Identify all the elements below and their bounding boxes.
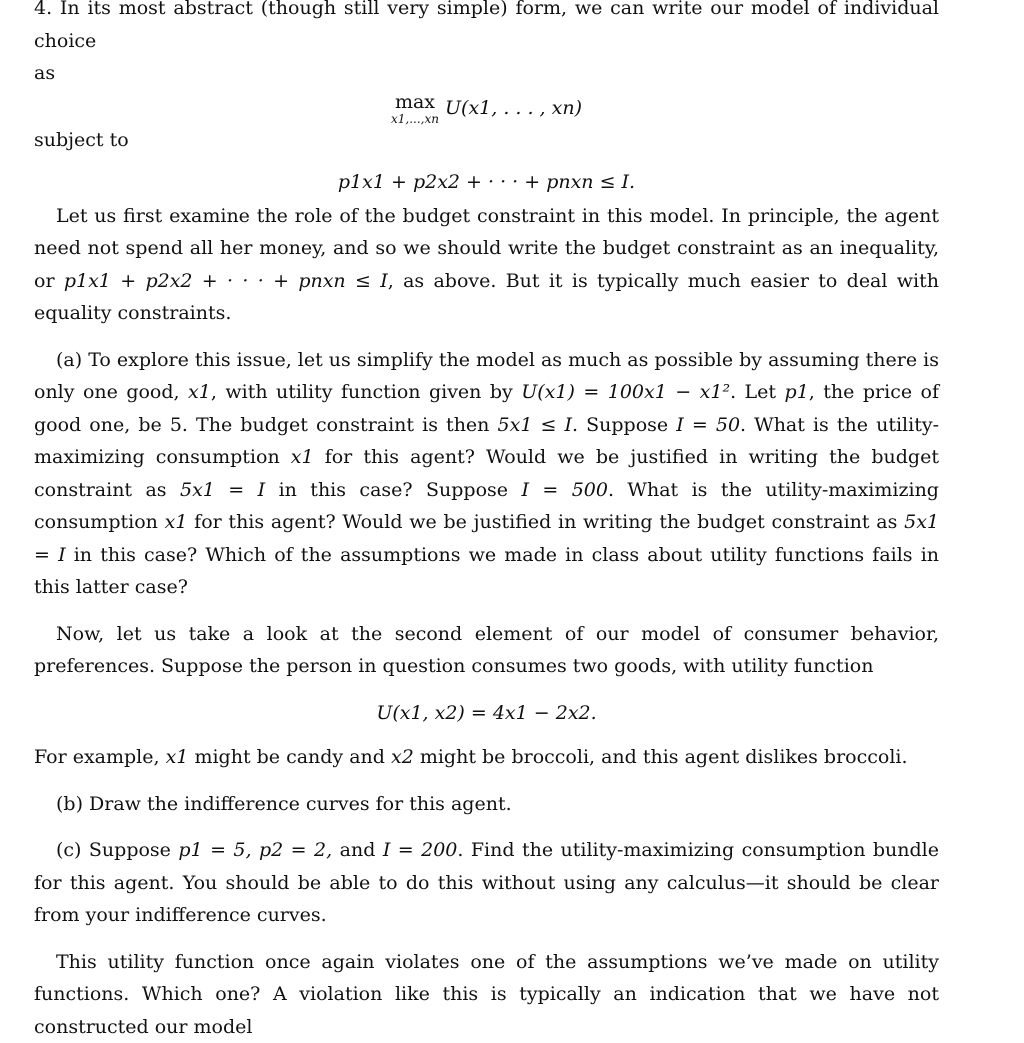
text: for this agent? Would we be justified in writing the budget constraint as [194, 511, 897, 533]
math: x1 [165, 511, 188, 533]
preferences-paragraph [34, 618, 939, 683]
text: might be candy and [194, 746, 384, 768]
max-operator [391, 92, 439, 126]
text: (c) Suppose [56, 839, 171, 861]
max-function: U(x1, . . . , xn) [445, 97, 582, 119]
math: p1 = 5, p2 = 2, [178, 839, 332, 861]
intro-as: as [34, 62, 55, 84]
max-subscript: x1,...,xn [391, 112, 439, 126]
violation-paragraph [34, 946, 939, 1043]
max-equation [34, 92, 939, 126]
text: . What is the utility-maximizing consumption [34, 479, 939, 534]
text: for this agent? Would we be justified in writing the budget constraint as [34, 446, 939, 501]
text: and [340, 839, 376, 861]
text: Let us first examine the role of the budget constraint in this model. In principle, the agent need not spend all her money, and so we should write the budget constraint as an inequality, or [34, 205, 939, 292]
math: x1 [188, 381, 211, 403]
math: x1 [166, 746, 189, 768]
math: I = 500 [521, 479, 608, 501]
text: . Let [730, 381, 776, 403]
intro-line: 4. In its most abstract (though still very simple) form, we can write our model of individual choice [34, 0, 939, 52]
text: For example, [34, 746, 160, 768]
text: . What is the utility-maximizing consumption [34, 414, 939, 469]
text: . Find the utility-maximizing consumption bundle for this agent. You should be able to do this without using any calculus—it should be clear from your indifference curves. [34, 839, 939, 926]
text: This utility function once again violates one of the assumptions we’ve made on utility functions. Which one? A violation like this is typically an indication that we have not constructed our model [34, 951, 939, 1038]
subject-to-label: subject to [34, 124, 939, 157]
text: in this case? Which of the assumptions we made in class about utility functions fails in this latter case? [34, 544, 939, 599]
math: 5x1 = I [180, 479, 265, 501]
intro-paragraph [34, 0, 939, 90]
budget-equation: p1x1 + p2x2 + · · · + pnxn ≤ I. [34, 166, 939, 199]
text: . Suppose [572, 414, 668, 436]
text: (a) To explore this issue, let us simplify the model as much as possible by assuming there is only one good, [34, 349, 939, 404]
math: x1 [291, 446, 314, 468]
max-label: max [395, 91, 435, 113]
math: I = 50 [676, 414, 740, 436]
math: 5x1 ≤ I [498, 414, 573, 436]
part-a-paragraph [34, 344, 939, 604]
text: in this case? Suppose [279, 479, 508, 501]
text: , the price of good one, be 5. The budget constraint is then [34, 381, 939, 436]
example-paragraph [34, 741, 939, 774]
math: I = 200 [383, 839, 458, 861]
math: U(x1) = 100x1 − x1² [521, 381, 730, 403]
math: p1 [785, 381, 809, 403]
text: , with utility function given by [211, 381, 513, 403]
part-c-paragraph [34, 834, 939, 932]
math: x2 [391, 746, 414, 768]
utility-equation: U(x1, x2) = 4x1 − 2x2. [34, 697, 939, 730]
math: 5x1 = I [34, 511, 939, 566]
text: , as above. But it is typically much easier to deal with equality constraints. [34, 270, 939, 325]
math: p1x1 + p2x2 + · · · + pnxn ≤ I [64, 270, 388, 292]
text: Now, let us take a look at the second element of our model of consumer behavior, preferences. Suppose the person in question consumes two goods, with utility function [34, 623, 939, 678]
part-b-paragraph: (b) Draw the indifference curves for this agent. [34, 788, 939, 821]
budget-paragraph [34, 200, 939, 330]
text: might be broccoli, and this agent dislikes broccoli. [420, 746, 908, 768]
problem-document [34, 0, 939, 1043]
